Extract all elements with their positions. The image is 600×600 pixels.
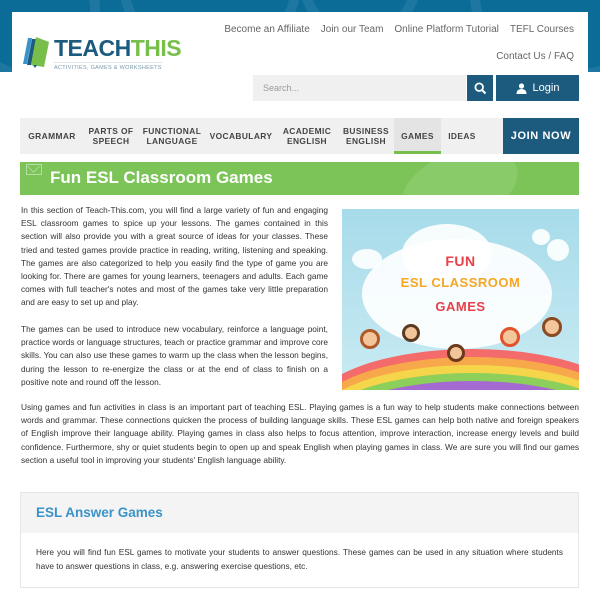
page-title-bar (20, 162, 579, 195)
section-description: Here you will find fun ESL games to motivate your students to answer questions. These games can be used in any situation where students have to answer questions in class, e.g. answering exercise questions, etc. (36, 547, 563, 571)
section-title-link[interactable]: ESL Answer Games (21, 493, 578, 533)
join-team-link[interactable]: Join our Team (320, 24, 384, 35)
tefl-courses-link[interactable]: TEFL Courses (509, 24, 574, 35)
top-links (224, 22, 574, 64)
logo-tagline: ACTIVITIES, GAMES & WORKSHEETS (54, 62, 162, 71)
login-button[interactable] (496, 75, 579, 101)
book-logo-icon (20, 34, 50, 68)
intro-paragraph-1: In this section of Teach-This.com, you will find a large variety of fun and engaging ESL classroom games to spice up your lessons. The games contained in this section will also provide you with a great source of ideas for your classes. These tried and tested games provide practice in reading, writing, listening and speaking. The games are also categorized to help you easily find the type of game you are looking for. There are games for young learners, teenagers and adults. Each game comes with full teacher's notes and most of the games take very little preparation and are easy to set up and play. (21, 205, 328, 308)
intro-paragraph-2: The games can be used to introduce new vocabulary, reinforce a language point, practice words or language structures, teach or practice grammar and improve core skills. You can also use these games to warm up the class when the lesson begins, during the lesson to re-energize the class or at the end of class to finish on a positive note and round off the lesson. (21, 324, 328, 387)
join-now-button[interactable]: JOIN NOW (503, 118, 579, 154)
site-logo[interactable] (20, 32, 182, 77)
hero-text-games: GAMES (435, 299, 486, 314)
kid-figure (402, 324, 420, 342)
page-container (12, 12, 588, 600)
nav-item-parts-of-speech[interactable]: PARTS OF SPEECH (88, 126, 134, 146)
logo-title-part2: THIS (130, 35, 182, 61)
hero-line1: FUN (445, 253, 476, 269)
nav-item-games[interactable]: GAMES (394, 118, 441, 154)
nav-item-ideas[interactable]: IDEAS (448, 131, 476, 141)
hero-text-fun (342, 253, 579, 269)
nav-item-functional-language[interactable]: FUNCTIONAL LANGUAGE (142, 126, 202, 146)
search-input[interactable]: Search... (253, 75, 466, 101)
become-affiliate-link[interactable]: Become an Affiliate (224, 24, 310, 35)
kid-figure (500, 327, 520, 347)
envelope-icon[interactable] (26, 164, 42, 175)
main-nav (20, 118, 579, 154)
kid-figure (542, 317, 562, 337)
nav-item-business-english[interactable]: BUSINESS ENGLISH (342, 126, 389, 146)
user-icon (516, 83, 527, 94)
kid-figure (447, 344, 465, 362)
page-title: Fun ESL Classroom Games (50, 168, 273, 187)
fun-esl-games-illustration (342, 209, 579, 390)
platform-tutorial-link[interactable]: Online Platform Tutorial (394, 24, 499, 35)
nav-item-academic-english[interactable]: ACADEMIC ENGLISH (282, 126, 332, 146)
logo-title-part1: TEACH (54, 35, 131, 61)
nav-item-grammar[interactable]: GRAMMAR (28, 131, 76, 141)
logo-title (54, 36, 181, 60)
esl-answer-games-section (20, 492, 579, 588)
search-button[interactable] (467, 75, 493, 101)
login-label: Login (532, 82, 560, 94)
search-icon (474, 82, 487, 95)
contact-faq-link[interactable]: Contact Us / FAQ (496, 51, 574, 62)
intro-paragraph-3: Using games and fun activities in class is an important part of teaching ESL. Playing games is a fun way to help students make connections between words and grammar. These connections quicken the process of building language skills. These ESL games can help both native and foreign speakers of English improve their language ability. Playing games in class also helps to focus attention, improve interaction, increase energy levels and build confidence. Furthermore, shy or quiet students begin to open up and speak English when playing games in class. We are sure you will find our games section a useful tool in improving your students' English language ability. (21, 402, 579, 465)
hero-text-esl: ESL CLASSROOM (400, 275, 521, 290)
nav-item-vocabulary[interactable]: VOCABULARY (209, 131, 273, 141)
kid-figure (360, 329, 380, 349)
title-bar-decoration (392, 162, 529, 195)
